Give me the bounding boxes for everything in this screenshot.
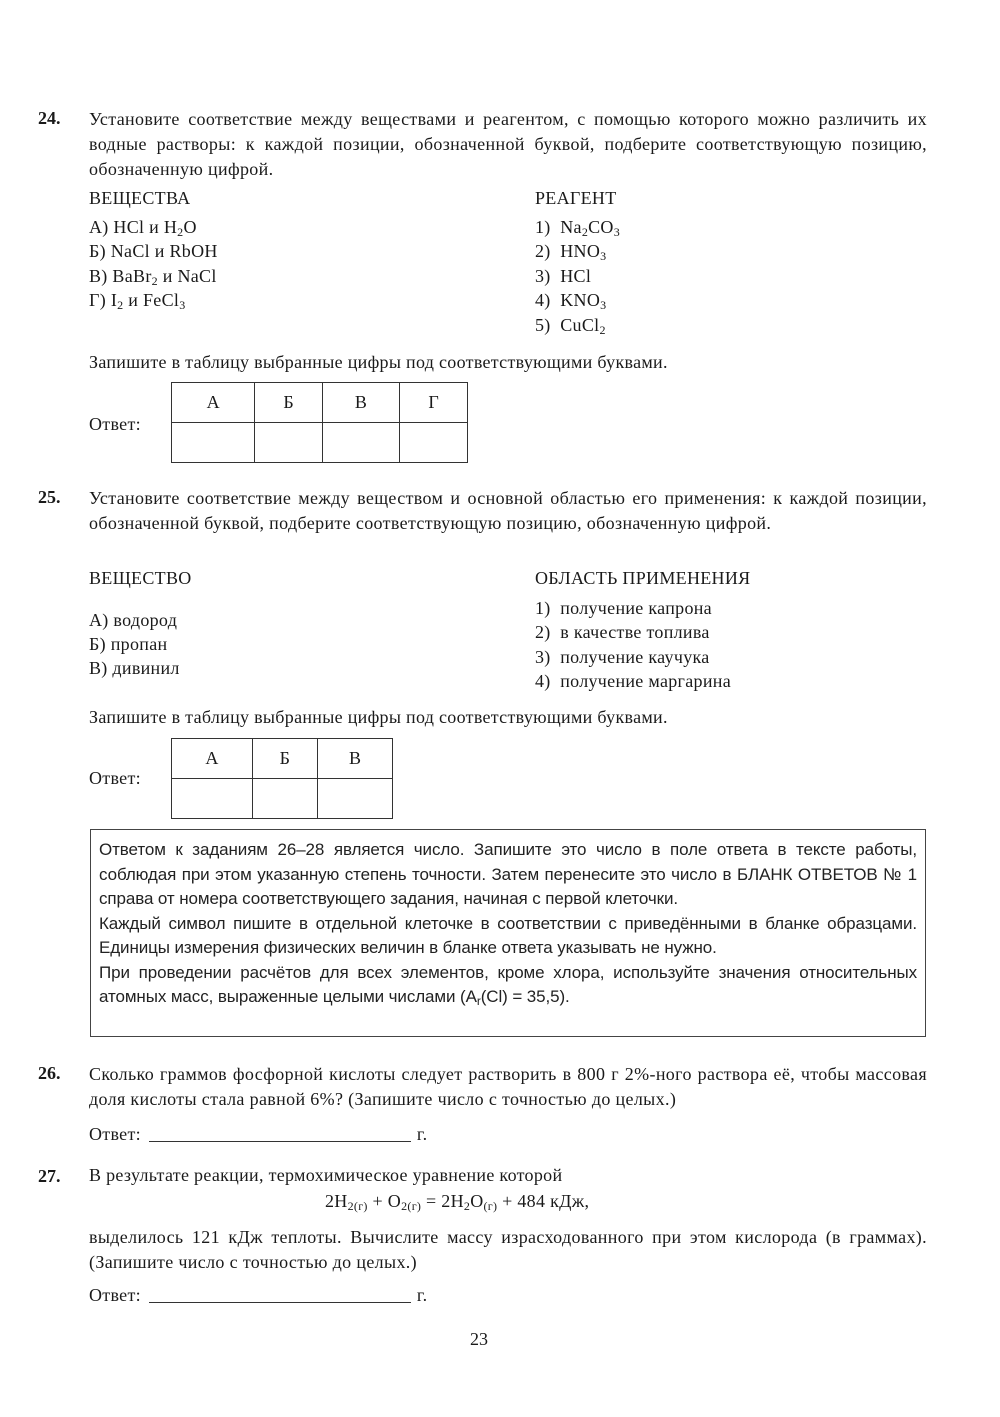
q24-substances-header: ВЕЩЕСТВА	[89, 188, 191, 208]
q24-reagent-2: 2) $HNO_3$	[535, 241, 607, 263]
q24-col-header: В	[322, 383, 399, 423]
q25-application-3: 3) получение каучука	[535, 647, 710, 667]
instructions-paragraph-3: При проведении расчётов для всех элементов, кроме хлора, используйте значения относительных атомных масс, выраженные целыми числами $(A_r(Cl) = 35,5)$.	[99, 962, 917, 1008]
instructions-paragraph-2: Каждый символ пишите в отдельной клеточке в соответствии с приведёнными в бланке образцами. Единицы измерения физических величин в бланке ответа указывать не нужно.	[99, 913, 917, 957]
q27-answer-label: Ответ:	[89, 1285, 141, 1305]
q25-substance-a: А) водород	[89, 610, 178, 630]
q24-reagent-5: 5) CuCl$_2$	[535, 315, 606, 337]
q24-answer-table	[171, 382, 468, 463]
q24-answer-cell-g[interactable]	[400, 423, 468, 463]
q25-answer-cell-a[interactable]	[172, 779, 253, 819]
question-24-text: Установите соответствие между веществами и реагентом, с помощью которого можно различить их водные растворы: к каждой позиции, обозначенной буквой, подберите соответствующую позицию, обозначенную цифрой.	[89, 109, 927, 179]
q24-substance-g: Г) $I_2$ и FeCl$_3$	[89, 290, 186, 312]
q25-application-4: 4) получение маргарина	[535, 671, 731, 691]
instructions-paragraph-1: Ответом к заданиям 26–28 является число. Запишите это число в поле ответа в тексте работы, соблюдая при этом указанную степень точности. Затем перенесите это число в БЛАНК ОТВЕТОВ № 1 справа от номера соответствующего задания, начиная с первой клеточки.	[99, 840, 917, 908]
q24-instruction: Запишите в таблицу выбранные цифры под соответствующими буквами.	[89, 352, 668, 372]
question-25-number: 25.	[38, 487, 61, 507]
q24-substance-v: В) BaBr$_2$ и NaCl	[89, 266, 217, 288]
q26-answer-label: Ответ:	[89, 1124, 141, 1144]
q24-substance-b: Б) NaCl и RbOH	[89, 241, 218, 261]
q25-col-header: Б	[252, 739, 317, 779]
question-26-number: 26.	[38, 1063, 61, 1083]
q24-substance-a: А) HCl и $H_2O$	[89, 217, 197, 239]
q24-col-header: А	[172, 383, 255, 423]
question-26-text: Сколько граммов фосфорной кислоты следует растворить в 800 г 2%-ного раствора её, чтобы массовая доля кислоты стала равной 6%? (Запишите число с точностью до целых.)	[89, 1064, 927, 1109]
q24-col-header: Г	[400, 383, 468, 423]
q25-answer-label: Ответ:	[89, 768, 141, 788]
q26-unit: г.	[416, 1124, 428, 1144]
q25-application-1: 1) получение капрона	[535, 598, 712, 618]
q25-application-header: ОБЛАСТЬ ПРИМЕНЕНИЯ	[535, 568, 751, 588]
q25-substance-v: В) дивинил	[89, 658, 180, 678]
q25-answer-cell-v[interactable]	[318, 779, 393, 819]
q25-answer-table	[171, 738, 393, 819]
q27-answer-field[interactable]	[149, 1285, 411, 1303]
q26-answer-row	[89, 1124, 427, 1145]
question-24-number: 24.	[38, 108, 61, 128]
q25-col-header: В	[318, 739, 393, 779]
q24-col-header: Б	[255, 383, 322, 423]
q24-answer-cell-a[interactable]	[172, 423, 255, 463]
q24-reagent-4: 4) $KNO_3$	[535, 290, 607, 312]
q24-answer-cell-b[interactable]	[255, 423, 322, 463]
question-27-intro: В результате реакции, термохимическое уравнение которой	[89, 1165, 563, 1185]
instructions-box	[90, 829, 926, 1037]
q27-unit: г.	[416, 1285, 428, 1305]
q25-substance-b: Б) пропан	[89, 634, 168, 654]
question-25-text: Установите соответствие между веществом и основной областью его применения: к каждой позиции, обозначенной буквой, подберите соответствующую позицию, обозначенную цифрой.	[89, 488, 927, 533]
q25-substance-header: ВЕЩЕСТВО	[89, 568, 192, 588]
question-27-number: 27.	[38, 1166, 61, 1186]
q25-col-header: А	[172, 739, 253, 779]
q27-answer-row	[89, 1285, 427, 1306]
q24-answer-label: Ответ:	[89, 414, 141, 434]
q25-instruction: Запишите в таблицу выбранные цифры под соответствующими буквами.	[89, 707, 668, 727]
q26-answer-field[interactable]	[149, 1124, 411, 1142]
page-number: 23	[470, 1329, 488, 1349]
q24-answer-cell-v[interactable]	[322, 423, 399, 463]
q25-application-2: 2) в качестве топлива	[535, 622, 710, 642]
question-27-text: выделилось 121 кДж теплоты. Вычислите массу израсходованного при этом кислорода (в граммах). (Запишите число с точностью до целых.)	[89, 1227, 927, 1272]
q24-reagent-1: 1) $Na_2CO_3$	[535, 217, 621, 239]
q24-reagent-3: 3) HCl	[535, 266, 592, 286]
q24-reagent-header: РЕАГЕНТ	[535, 188, 617, 208]
q25-answer-cell-b[interactable]	[252, 779, 317, 819]
q27-equation: $2H_{2(г)} + O_{2(г)} = 2H_2O_{(г)} + 484$ кДж,	[325, 1191, 590, 1213]
